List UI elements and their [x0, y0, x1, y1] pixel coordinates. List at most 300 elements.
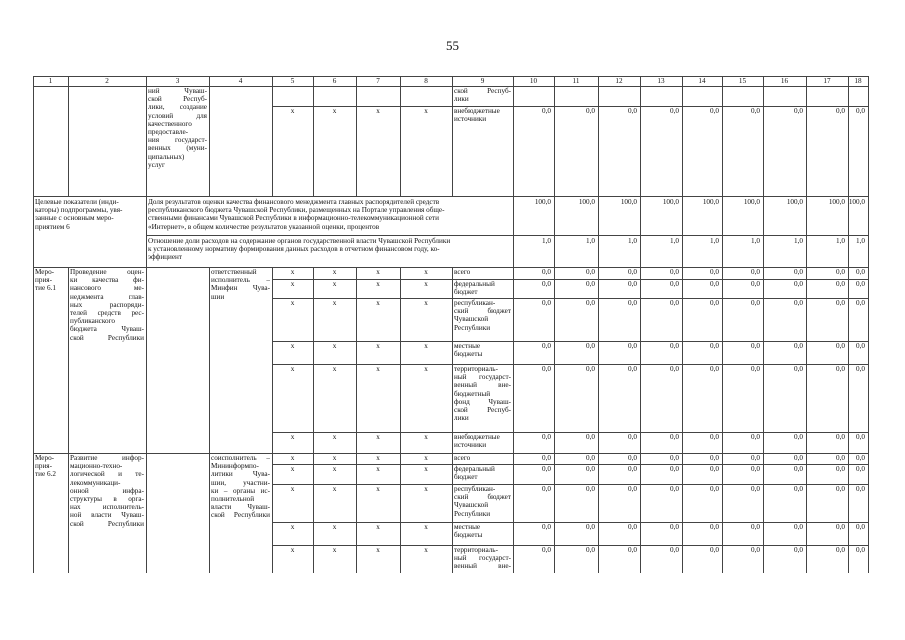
indicator-value: 1,0 — [794, 237, 803, 245]
targets-label: каторы) подпрограммы, увя- — [35, 206, 123, 215]
column-header: 17 — [823, 77, 831, 85]
x-mark: x — [332, 485, 337, 493]
column-rule — [272, 76, 273, 196]
column-header: 1 — [48, 77, 53, 85]
value-cell: 0,0 — [586, 280, 595, 288]
value-cell: 0,0 — [628, 454, 637, 462]
value-cell: 0,0 — [836, 523, 845, 531]
funding-source: Республики — [454, 323, 491, 332]
x-mark: x — [332, 465, 337, 473]
x-mark: x — [424, 433, 428, 441]
value-cell: 0,0 — [710, 268, 719, 276]
value-cell: 0,0 — [670, 365, 679, 373]
value-cell: 0,0 — [794, 454, 803, 462]
measure-name: неджмента глав- — [70, 292, 144, 301]
value-cell: 0,0 — [586, 546, 595, 554]
value-cell: 0,0 — [836, 268, 845, 276]
value-cell: 0,0 — [670, 546, 679, 554]
column-header: 15 — [738, 77, 747, 85]
funding-source: местные — [454, 523, 481, 531]
column-rule — [356, 76, 357, 196]
value-cell: 0,0 — [751, 365, 760, 373]
x-mark: x — [376, 546, 380, 554]
row-rule — [272, 522, 868, 523]
col3-text: лики, создание — [148, 103, 207, 112]
funding-source: ской Респуб- — [454, 406, 511, 414]
value-cell: 0,0 — [710, 485, 719, 493]
funding-source: ской Респуб- — [454, 87, 511, 95]
measure-code: Меро- — [35, 268, 55, 276]
col3-text: ской Респуб- — [148, 95, 207, 104]
funding-source: территориаль- — [454, 546, 498, 554]
column-header: 10 — [529, 77, 538, 85]
x-mark: x — [332, 342, 337, 350]
value-cell: 0,0 — [542, 433, 551, 441]
x-mark: x — [376, 342, 380, 350]
value-cell: 0,0 — [751, 485, 760, 493]
col3-text: ний Чуваш- — [148, 87, 207, 95]
x-mark: x — [424, 465, 428, 473]
indicator-value: 100,0 — [578, 198, 595, 206]
indicator-value: 100,0 — [662, 198, 679, 206]
value-cell: 0,0 — [794, 546, 803, 554]
value-cell: 0,0 — [710, 523, 719, 531]
col3-text: венных (муни- — [148, 144, 207, 153]
value-cell: 0,0 — [751, 280, 760, 288]
funding-source: фонд Чуваш- — [454, 397, 511, 406]
indicator-value: 1,0 — [586, 237, 595, 245]
value-cell: 0,0 — [586, 342, 595, 350]
column-header: 3 — [175, 77, 180, 85]
indicator-value: 1,0 — [670, 237, 679, 245]
value-cell: 0,0 — [836, 299, 845, 307]
row-rule — [272, 432, 868, 433]
funding-source: Чувашской — [454, 315, 489, 324]
value-cell: 0,0 — [542, 523, 551, 531]
value-cell: 0,0 — [751, 268, 760, 276]
funding-source: республикан- — [454, 485, 496, 493]
column-rule — [513, 76, 514, 573]
row-rule — [272, 545, 868, 546]
value-cell: 0,0 — [794, 268, 803, 276]
column-header: 7 — [376, 77, 380, 85]
column-rule — [146, 267, 147, 573]
x-mark: x — [332, 523, 337, 531]
targets-label: приятием 6 — [35, 222, 70, 231]
value-cell: 0,0 — [628, 299, 637, 307]
x-mark: x — [376, 433, 380, 441]
measure-code: тие 6.1 — [35, 284, 56, 293]
funding-source: местные — [454, 342, 481, 350]
funding-source: источники — [454, 115, 487, 124]
x-mark: x — [424, 268, 428, 276]
value-cell: 0,0 — [710, 454, 719, 462]
value-cell: 0,0 — [542, 342, 551, 350]
value-cell: 0,0 — [586, 365, 595, 373]
value-cell: 0,0 — [836, 454, 845, 462]
funding-source: ный государст- — [454, 554, 511, 563]
value-cell: 0,0 — [794, 107, 803, 115]
value-cell: 0,0 — [710, 107, 719, 115]
column-rule — [400, 76, 401, 196]
measure-executor: власти Чуваш- — [211, 503, 270, 512]
value-cell: 0,0 — [836, 365, 845, 373]
x-mark: x — [424, 523, 428, 531]
value-cell: 0,0 — [670, 454, 679, 462]
funding-source: ный государст- — [454, 373, 511, 382]
value-cell: 0,0 — [586, 465, 595, 473]
column-header: 8 — [424, 77, 428, 85]
indicator-value: 100,0 — [534, 198, 551, 206]
value-cell: 0,0 — [710, 342, 719, 350]
value-cell: 0,0 — [794, 299, 803, 307]
value-cell: 0,0 — [670, 342, 679, 350]
x-mark: x — [424, 485, 428, 493]
measure-executor: ответственный — [211, 268, 257, 276]
column-rule — [598, 76, 599, 573]
funding-source: территориаль- — [454, 365, 498, 373]
page-number: 55 — [446, 38, 459, 53]
value-cell: 0,0 — [836, 433, 845, 441]
value-cell: 0,0 — [751, 107, 760, 115]
funding-source: бюджеты — [454, 531, 483, 540]
x-mark: x — [290, 268, 295, 276]
measure-code: тие 6.2 — [35, 470, 56, 479]
value-cell: 0,0 — [856, 299, 865, 307]
value-cell: 0,0 — [751, 454, 760, 462]
value-cell: 0,0 — [794, 485, 803, 493]
value-cell: 0,0 — [794, 342, 803, 350]
value-cell: 0,0 — [670, 485, 679, 493]
measure-name: логической и те- — [70, 470, 144, 479]
value-cell: 0,0 — [856, 107, 865, 115]
value-cell: 0,0 — [710, 280, 719, 288]
value-cell: 0,0 — [628, 485, 637, 493]
value-cell: 0,0 — [710, 465, 719, 473]
x-mark: x — [332, 433, 337, 441]
value-cell: 0,0 — [628, 342, 637, 350]
value-cell: 0,0 — [856, 268, 865, 276]
row-rule — [272, 464, 868, 465]
row-rule — [272, 484, 868, 485]
funding-source: внебюджетные — [454, 433, 500, 441]
column-rule — [209, 76, 210, 196]
indicator-value: 100,0 — [786, 198, 803, 206]
column-rule — [272, 267, 273, 573]
value-cell: 0,0 — [794, 465, 803, 473]
row-rule — [272, 298, 868, 299]
value-cell: 0,0 — [542, 465, 551, 473]
value-cell: 0,0 — [628, 523, 637, 531]
value-cell: 0,0 — [586, 485, 595, 493]
indicator-text: республиканского бюджета Чувашской Республики, размещенных на Портале управления обще- — [148, 206, 445, 215]
column-rule — [68, 267, 69, 573]
indicator-value: 100,0 — [743, 198, 760, 206]
x-mark: x — [290, 433, 295, 441]
measure-name: ской Республики — [70, 333, 144, 342]
value-cell: 0,0 — [542, 365, 551, 373]
column-rule — [682, 76, 683, 573]
value-cell: 0,0 — [794, 523, 803, 531]
indicator-value: 1,0 — [836, 237, 845, 245]
x-mark: x — [332, 546, 337, 554]
measure-code: прия- — [35, 276, 52, 285]
funding-source: бюджеты — [454, 350, 483, 359]
value-cell: 0,0 — [628, 280, 637, 288]
indicator-value: 100,0 — [848, 198, 865, 206]
value-cell: 0,0 — [628, 365, 637, 373]
column-rule — [313, 267, 314, 573]
funding-source: всего — [454, 268, 471, 276]
row-rule — [272, 106, 868, 107]
value-cell: 0,0 — [794, 433, 803, 441]
column-rule — [640, 76, 641, 573]
x-mark: x — [376, 485, 380, 493]
value-cell: 0,0 — [628, 546, 637, 554]
indicator-value: 100,0 — [620, 198, 637, 206]
column-rule — [146, 76, 147, 196]
x-mark: x — [332, 299, 337, 307]
value-cell: 0,0 — [542, 107, 551, 115]
funding-source: лики — [454, 95, 469, 104]
x-mark: x — [290, 454, 295, 462]
targets-label: Целевые показатели (инди- — [35, 198, 119, 206]
x-mark: x — [376, 365, 380, 373]
value-cell: 0,0 — [836, 546, 845, 554]
value-cell: 0,0 — [751, 433, 760, 441]
value-cell: 0,0 — [542, 268, 551, 276]
measure-name: телей средств рес- — [70, 309, 144, 317]
row-rule — [33, 196, 868, 197]
indicator-text: «Интернет», в общем количестве результатов указанной оценки, процентов — [148, 222, 380, 231]
measure-executor: исполнитель – — [211, 276, 270, 285]
indicator-text: Отношение доли расходов на содержание органов государственной власти Чувашской Республики — [148, 237, 451, 245]
value-cell: 0,0 — [836, 107, 845, 115]
value-cell: 0,0 — [710, 433, 719, 441]
measure-name: онной инфра- — [70, 486, 144, 495]
measure-name: ной власти Чуваш- — [70, 511, 144, 520]
indicator-value: 100,0 — [702, 198, 719, 206]
value-cell: 0,0 — [836, 280, 845, 288]
value-cell: 0,0 — [751, 546, 760, 554]
x-mark: x — [332, 280, 337, 288]
x-mark: x — [290, 280, 295, 288]
x-mark: x — [290, 485, 295, 493]
col3-text: ния государст- — [148, 136, 207, 145]
measure-name: ных распоряди- — [70, 300, 144, 309]
row-rule — [146, 235, 868, 236]
funding-source: ский бюджет — [454, 307, 511, 316]
value-cell: 0,0 — [856, 433, 865, 441]
value-cell: 0,0 — [856, 280, 865, 288]
x-mark: x — [376, 280, 380, 288]
measure-name: лекоммуникаци- — [70, 478, 121, 487]
col3-text: условий для — [148, 111, 207, 120]
x-mark: x — [376, 268, 380, 276]
measure-name: Проведение оцен- — [70, 268, 144, 276]
x-mark: x — [332, 365, 337, 373]
funding-source: бюджет — [454, 473, 478, 482]
measure-executor: шии — [211, 292, 225, 301]
funding-source: федеральный — [454, 280, 495, 288]
indicator-value: 1,0 — [856, 237, 865, 245]
funding-source: всего — [454, 454, 471, 462]
col3-text: предоставле- — [148, 128, 189, 136]
value-cell: 0,0 — [586, 454, 595, 462]
targets-label: занные с основным меро- — [35, 214, 114, 223]
indicator-value: 100,0 — [828, 198, 845, 206]
measure-name: ки качества фи- — [70, 276, 144, 285]
measure-executor: полнительной — [211, 495, 255, 503]
x-mark: x — [424, 546, 428, 554]
x-mark: x — [290, 342, 295, 350]
funding-source: республикан- — [454, 299, 496, 307]
value-cell: 0,0 — [670, 299, 679, 307]
column-header: 9 — [480, 77, 485, 85]
column-header: 6 — [332, 77, 337, 85]
indicator-text: ственными финансами Чувашской Республики в информационно-телекоммуникационной сети — [148, 214, 439, 223]
funding-source: Республики — [454, 509, 491, 518]
measure-code: прия- — [35, 462, 52, 471]
col3-text: ципальных) — [148, 152, 185, 161]
indicator-value: 1,0 — [751, 237, 760, 245]
value-cell: 0,0 — [710, 299, 719, 307]
value-cell: 0,0 — [586, 107, 595, 115]
value-cell: 0,0 — [670, 433, 679, 441]
column-header: 11 — [572, 77, 580, 85]
column-rule — [848, 76, 849, 573]
value-cell: 0,0 — [836, 485, 845, 493]
value-cell: 0,0 — [628, 433, 637, 441]
measure-code: Меро- — [35, 454, 55, 462]
measure-executor: шии, участни- — [211, 478, 270, 487]
column-rule — [209, 267, 210, 573]
measure-name: структуры в орга- — [70, 495, 144, 503]
value-cell: 0,0 — [670, 465, 679, 473]
funding-source: лики — [454, 414, 469, 423]
column-header: 14 — [698, 77, 706, 85]
value-cell: 0,0 — [856, 465, 865, 473]
value-cell: 0,0 — [856, 365, 865, 373]
column-rule — [400, 267, 401, 573]
column-rule — [806, 76, 807, 573]
x-mark: x — [290, 299, 295, 307]
value-cell: 0,0 — [542, 280, 551, 288]
row-rule — [272, 364, 868, 365]
value-cell: 0,0 — [586, 523, 595, 531]
value-cell: 0,0 — [586, 268, 595, 276]
value-cell: 0,0 — [670, 523, 679, 531]
measure-name: ской Республики — [70, 519, 144, 528]
funding-source: федеральный — [454, 465, 495, 473]
value-cell: 0,0 — [794, 365, 803, 373]
column-header: 13 — [657, 77, 665, 85]
measure-name: мационно-техно- — [70, 462, 123, 471]
x-mark: x — [376, 107, 380, 115]
measure-executor: литики Чува- — [211, 470, 270, 479]
row-rule — [272, 341, 868, 342]
value-cell: 0,0 — [751, 465, 760, 473]
column-rule — [146, 196, 147, 267]
x-mark: x — [290, 365, 295, 373]
value-cell: 0,0 — [628, 107, 637, 115]
value-cell: 0,0 — [586, 299, 595, 307]
value-cell: 0,0 — [856, 454, 865, 462]
funding-source: бюджетный — [454, 389, 491, 398]
x-mark: x — [290, 465, 295, 473]
value-cell: 0,0 — [751, 523, 760, 531]
indicator-value: 1,0 — [628, 237, 637, 245]
column-rule — [554, 76, 555, 573]
measure-executor: ки – органы ис- — [211, 486, 270, 495]
column-rule — [313, 76, 314, 196]
funding-source: венный вне- — [454, 562, 511, 571]
value-cell: 0,0 — [856, 485, 865, 493]
funding-source: источники — [454, 441, 487, 450]
x-mark: x — [376, 465, 380, 473]
value-cell: 0,0 — [751, 342, 760, 350]
x-mark: x — [290, 546, 295, 554]
x-mark: x — [376, 523, 380, 531]
x-mark: x — [332, 107, 337, 115]
funding-source: Чувашской — [454, 501, 489, 510]
x-mark: x — [424, 342, 428, 350]
table-left-border — [33, 76, 34, 573]
table-right-border — [868, 76, 869, 573]
value-cell: 0,0 — [542, 485, 551, 493]
x-mark: x — [332, 268, 337, 276]
value-cell: 0,0 — [586, 433, 595, 441]
column-rule — [722, 76, 723, 573]
value-cell: 0,0 — [856, 546, 865, 554]
funding-source: ский бюджет — [454, 493, 511, 502]
measure-name: Развитие инфор- — [70, 454, 144, 462]
measure-name: нах исполнитель- — [70, 503, 144, 512]
column-header: 12 — [615, 77, 623, 85]
value-cell: 0,0 — [710, 365, 719, 373]
x-mark: x — [424, 107, 428, 115]
column-header: 2 — [105, 77, 109, 85]
column-rule — [452, 76, 453, 196]
value-cell: 0,0 — [542, 546, 551, 554]
indicator-text: Доля результатов оценки качества финансового менеджмента главных распорядителей средств — [148, 198, 440, 206]
x-mark: x — [424, 299, 428, 307]
x-mark: x — [376, 299, 380, 307]
value-cell: 0,0 — [751, 299, 760, 307]
value-cell: 0,0 — [836, 465, 845, 473]
column-header: 5 — [290, 77, 295, 85]
indicator-text: к установленному нормативу формирования данных расходов в отчетном финансовом году, ко- — [148, 245, 440, 254]
column-rule — [763, 76, 764, 573]
value-cell: 0,0 — [628, 268, 637, 276]
funding-source: бюджет — [454, 288, 478, 297]
indicator-value: 1,0 — [542, 237, 551, 245]
funding-source: венный вне- — [454, 381, 511, 390]
measure-executor: Минфин Чува- — [211, 284, 270, 293]
measure-executor: соисполнитель – — [211, 454, 270, 462]
x-mark: x — [332, 454, 337, 462]
x-mark: x — [424, 454, 428, 462]
value-cell: 0,0 — [670, 268, 679, 276]
column-header: 16 — [780, 77, 789, 85]
value-cell: 0,0 — [710, 546, 719, 554]
value-cell: 0,0 — [670, 280, 679, 288]
measure-name: нансового ме- — [70, 284, 144, 293]
col3-text: качественного — [148, 119, 192, 128]
value-cell: 0,0 — [670, 107, 679, 115]
measure-executor: ской Республики — [211, 511, 270, 520]
indicator-text: эффициент — [148, 253, 183, 262]
